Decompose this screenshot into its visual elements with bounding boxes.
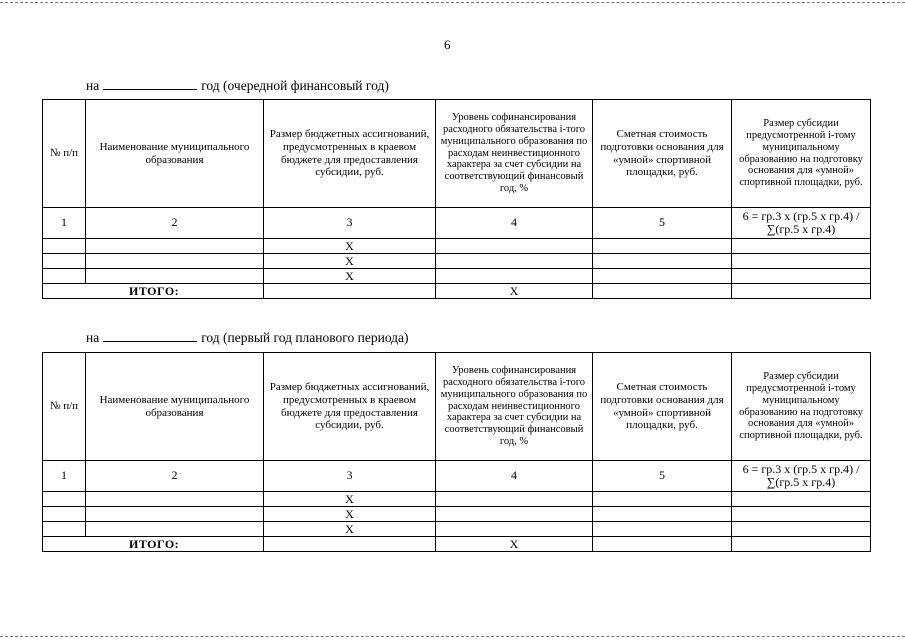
total-label: ИТОГО: [43,284,264,299]
header-cell-cofinancing-level: Уровень софинансирования расходного обязательства i-того муниципального образования по расходам неинвестиционного характера за счет субсидии на соответствующий финансовый год, % [436,353,593,461]
x-mark-cell: X [264,522,436,537]
table-cell [264,537,436,552]
column-number-cell: 4 [436,461,593,492]
x-mark-cell: X [264,507,436,522]
table-cell [86,492,264,507]
column-formula-cell: 6 = гр.3 x (гр.5 x гр.4) / ∑(гр.5 x гр.4) [732,208,871,239]
header-cell-cofinancing-level: Уровень софинансирования расходного обязательства i-того муниципального образования по расходам неинвестиционного характера за счет субсидии на соответствующий финансовый год, % [436,100,593,208]
table-cell [43,507,86,522]
header-cell-subsidy-amount: Размер субсидии предусмотренной i-тому муниципальному образованию на подготовку основания для «умной» спортивной площадки, руб. [732,353,871,461]
table-cell [732,269,871,284]
column-number-row [43,208,871,239]
table-cell [593,522,732,537]
header-cell-number: № п/п [43,353,86,461]
header-cell-municipality: Наименование муниципального образования [86,100,264,208]
table-cell [732,522,871,537]
total-row [43,284,871,299]
column-number-cell: 5 [593,208,732,239]
table-cell [43,522,86,537]
total-label: ИТОГО: [43,537,264,552]
table-row [43,492,871,507]
table-cell [593,284,732,299]
table-cell [732,537,871,552]
column-number-cell: 2 [86,208,264,239]
x-mark-cell: X [264,269,436,284]
table-row [43,507,871,522]
year-blank-line [103,330,197,342]
table-cell [86,269,264,284]
year-blank-line [103,78,197,90]
header-cell-estimated-cost: Сметная стоимость подготовки основания для «умной» спортивной площадки, руб. [593,100,732,208]
table-cell [593,537,732,552]
table-row [43,254,871,269]
x-mark-cell: X [264,239,436,254]
table-cell [264,284,436,299]
section-heading-first-planning-year [86,330,409,346]
bottom-dashed-rule [0,636,905,637]
table-cell [593,507,732,522]
table-cell [593,254,732,269]
table-cell [436,239,593,254]
table-cell [593,269,732,284]
table-cell [43,254,86,269]
heading-prefix: на [86,330,100,345]
total-row [43,537,871,552]
x-mark-cell: X [436,537,593,552]
column-number-cell: 3 [264,461,436,492]
table-header-row [43,100,871,208]
table-cell [436,492,593,507]
x-mark-cell: X [264,254,436,269]
table-cell [732,284,871,299]
top-dashed-rule [0,2,905,3]
x-mark-cell: X [436,284,593,299]
table-cell [86,522,264,537]
table-row [43,239,871,254]
column-number-cell: 2 [86,461,264,492]
table-cell [436,522,593,537]
header-cell-municipality: Наименование муниципального образования [86,353,264,461]
header-cell-estimated-cost: Сметная стоимость подготовки основания для «умной» спортивной площадки, руб. [593,353,732,461]
header-cell-number: № п/п [43,100,86,208]
table-cell [43,492,86,507]
table-cell [732,492,871,507]
page-number: 6 [444,37,451,52]
table-cell [86,507,264,522]
table-row [43,269,871,284]
table-header-row [43,353,871,461]
subsidy-table-first-planning-year [42,352,871,552]
column-formula-cell: 6 = гр.3 x (гр.5 x гр.4) / ∑(гр.5 x гр.4) [732,461,871,492]
column-number-cell: 5 [593,461,732,492]
table-row [43,522,871,537]
table-cell [436,269,593,284]
column-number-row [43,461,871,492]
x-mark-cell: X [264,492,436,507]
table-cell [86,239,264,254]
table-cell [43,269,86,284]
table-cell [43,239,86,254]
table-cell [732,239,871,254]
table-cell [732,507,871,522]
table-cell [436,254,593,269]
table-cell [593,239,732,254]
table-cell [436,507,593,522]
heading-suffix: год (первый год планового периода) [201,330,409,345]
header-cell-subsidy-amount: Размер субсидии предусмотренной i-тому муниципальному образованию на подготовку основания для «умной» спортивной площадки, руб. [732,100,871,208]
column-number-cell: 4 [436,208,593,239]
heading-suffix: год (очередной финансовый год) [201,78,389,93]
column-number-cell: 1 [43,461,86,492]
table-cell [86,254,264,269]
subsidy-table-current-year [42,99,871,299]
table-cell [732,254,871,269]
column-number-cell: 1 [43,208,86,239]
header-cell-budget-allocation: Размер бюджетных ассигнований, предусмотренных в краевом бюджете для предоставления субсидии, руб. [264,353,436,461]
table-cell [593,492,732,507]
heading-prefix: на [86,78,100,93]
section-heading-current-year [86,78,389,94]
column-number-cell: 3 [264,208,436,239]
header-cell-budget-allocation: Размер бюджетных ассигнований, предусмотренных в краевом бюджете для предоставления субсидии, руб. [264,100,436,208]
